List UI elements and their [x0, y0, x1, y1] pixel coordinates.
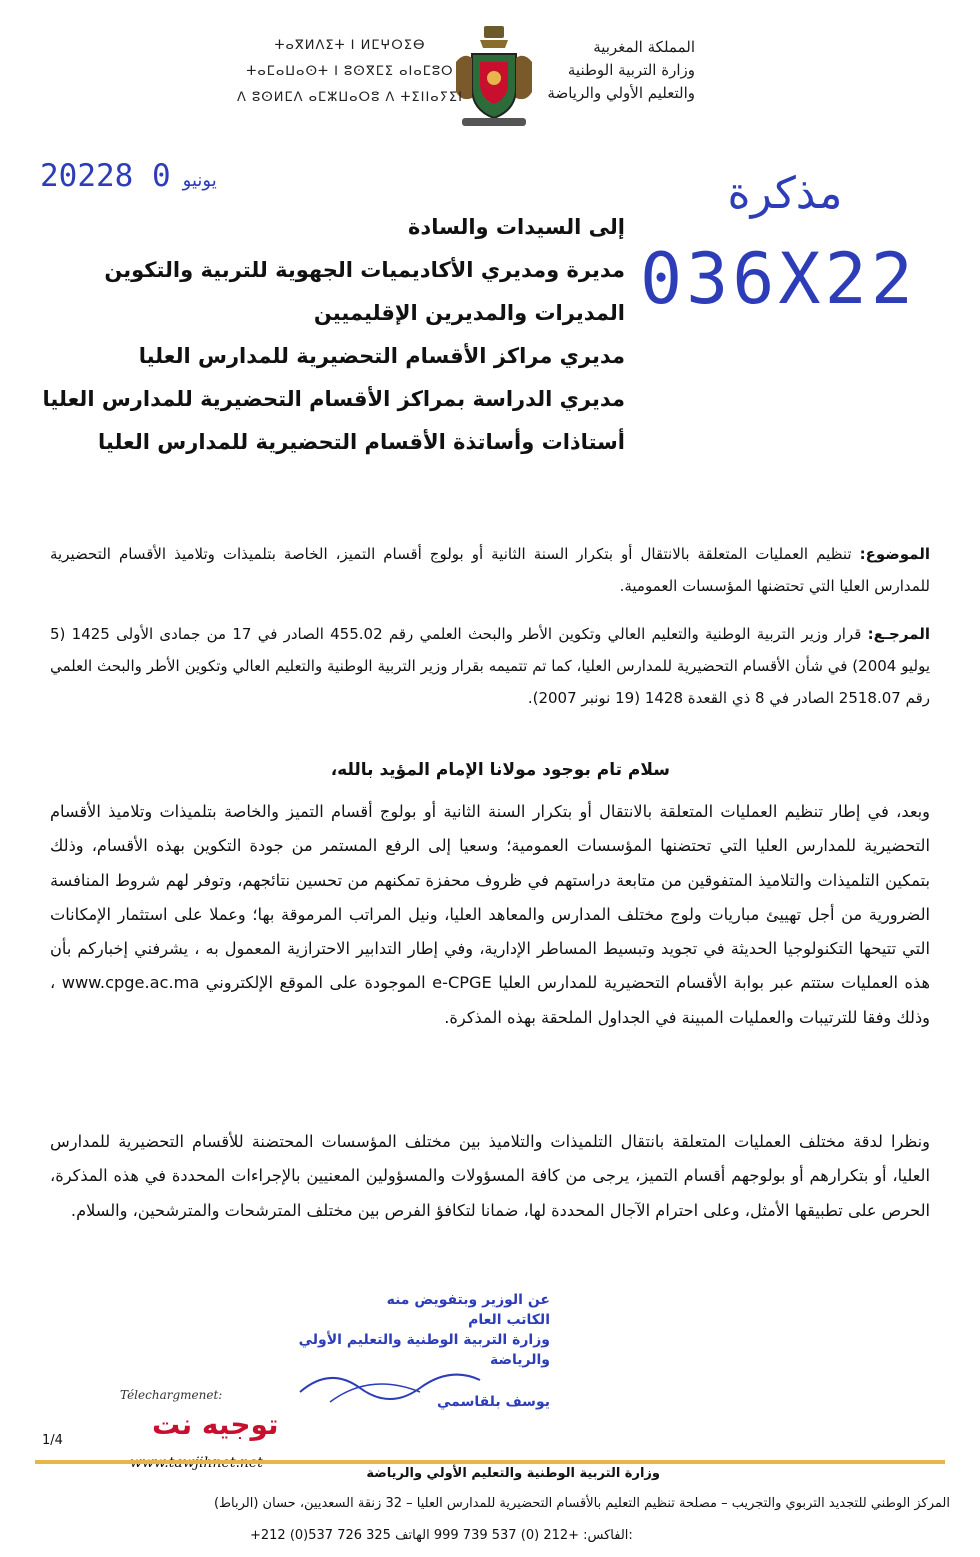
- signature-line: الكاتب العام: [468, 1312, 550, 1328]
- body-paragraph-1: وبعد، في إطار تنظيم العمليات المتعلقة بالانتقال أو بتكرار السنة الثانية أو بولوج أقسام التميز والخاصة بتلميذات وتلاميذ الأقسام التحضيرية للمدارس العليا التي تحتضنها المؤسسات العمومية؛ وسعيا إلى الرفع المستمر من جودة التكوين بهذه الأقسام، وذلك بتمكين التلميذات والتلاميذ المتفوقين من متابعة دراستهم في ظروف محفزة تمكنهم من تحسين نتائجهم، وتوفر لهم شروط المنافسة الضرورية من أجل تهييئ مباريات ولوج مختلف المدارس والمعاهد العليا، ونيل المراتب المرموقة بها؛ وعملا على استثمار الإمكانات التي تتيحها التكنولوجيا الحديثة في تجويد وتبسيط المساطر الإدارية، وفي إطار التدابير الاحترازية المعمول به ، يشرفني إخباركم بأن هذه العمليات ستتم عبر بوابة الأقسام التحضيرية للمدارس العليا e-CPGE الموجودة على الموقع الإلكتروني www.cpge.ac.ma ، وذلك وفقا للترتيبات والعمليات المبينة في الجداول الملحقة بهذه المذكرة.: [50, 802, 931, 1027]
- date-year: 2022: [40, 158, 115, 194]
- addressee-line: مديرة ومديري الأكاديميات الجهوية للتربية والتكوين: [104, 258, 625, 282]
- subject-text: تنظيم العمليات المتعلقة بالانتقال أو بتكرار السنة الثانية أو بولوج أقسام التميز، الخاصة بتلميذات وتلاميذ الأقسام التحضيرية للمدارس العليا التي تحتضنها المؤسسات العمومية.: [50, 545, 930, 595]
- reference-label: المرجـع:: [867, 625, 930, 643]
- watermark-brand: توجيه نت: [152, 1408, 279, 1441]
- footer-phone: +212 (0)537 726 325 الفاكس: +212 (0) 537 739 999 الهاتف:: [250, 1528, 633, 1543]
- memo-title-stamp: مذكرة: [727, 168, 843, 219]
- addressee-line: أستاذات وأساتذة الأقسام التحضيرية للمدارس العليا: [97, 430, 625, 454]
- ministry-line-2: وزارة التربية الوطنية: [567, 61, 695, 79]
- footer-divider: [35, 1460, 945, 1464]
- signature-line: والرياضة: [490, 1352, 550, 1368]
- page-number: 1/4: [42, 1433, 63, 1448]
- addressee-line: مديري مراكز الأقسام التحضيرية للمدارس العليا: [138, 344, 625, 368]
- footer-address: المركز الوطني للتجديد التربوي والتجريب – مصلحة تنظيم التعليم بالأقسام التحضيرية للمدارس العليا – 32 زنقة السعديين، حسان (الرباط): [213, 1496, 950, 1511]
- addressee-line: مديري الدراسة بمراكز الأقسام التحضيرية للمدارس العليا: [42, 387, 625, 411]
- watermark-label: Télechargmenet:: [120, 1388, 223, 1402]
- addressee-line: إلى السيدات والسادة: [408, 215, 625, 239]
- addressees-block: [42, 206, 625, 464]
- tifinagh-line-1: ⵜⴰⴳⵍⴷⵉⵜ ⵏ ⵍⵎⵖⵔⵉⴱ: [274, 38, 426, 53]
- handwritten-signature-icon: [290, 1362, 510, 1412]
- signature-line: وزارة التربية الوطنية والتعليم الأولي: [298, 1332, 550, 1348]
- date-stamp: [40, 158, 229, 194]
- signature-line: عن الوزير وبتفويض منه: [386, 1292, 550, 1308]
- body-paragraph-2: ونظرا لدقة مختلف العمليات المتعلقة بانتقال التلميذات والتلاميذ بين مختلف المؤسسات المحتضنة للأقسام التحضيرية للمدارس العليا، أو بتكرارهم أو بولوجهم أقسام التميز، يرجى من كافة المسؤولات والمسؤولين المعنيين بالإجراءات المحددة في هذه المذكرة، الحرص على تطبيقها الأمثل، وعلى احترام الآجال المحددة لها، ضمانا لتكافؤ الفرص بين مختلف المترشحات والمترشحين، والسلام.: [50, 1132, 930, 1220]
- addressee-line: المديرات والمديرين الإقليميين: [313, 301, 625, 325]
- date-month: يونيو: [182, 170, 217, 191]
- memo-number-stamp: 036X22: [640, 238, 917, 320]
- reference-text: قرار وزير التربية الوطنية والتعليم العالي وتكوين الأطر والبحث العلمي رقم 455.02 الصادر في 17 من جمادى الأولى 1425 (5 يوليو 2004) في شأن الأقسام التحضيرية للمدارس العليا، كما تم تتميمه بقرار وزير التربية الوطنية والتعليم العالي وتكوين الأطر والبحث العلمي رقم 2518.07 الصادر في 8 ذي القعدة 1428 (19 نونبر 2007).: [50, 625, 930, 707]
- ministry-name-tifinagh: [235, 33, 465, 111]
- signature-line: يوسف بلقاسمي: [437, 1394, 550, 1410]
- ministry-line-1: المملكة المغربية: [593, 38, 695, 56]
- footer-ministry: وزارة التربية الوطنية والتعليم الأولي والرياضة: [366, 1466, 660, 1481]
- tifinagh-line-3: ⴷ ⵓⵙⵍⵎⴷ ⴰⵎⵣⵡⴰⵔⵓ ⴷ ⵜⵉⵏⵏⴰⵢⵉⵏ: [237, 90, 463, 105]
- reference-block: [50, 618, 930, 714]
- ministry-line-3: والتعليم الأولي والرياضة: [547, 84, 695, 102]
- date-day: 0 8: [114, 158, 171, 194]
- subject-block: [50, 538, 930, 602]
- subject-label: الموضوع:: [859, 545, 930, 563]
- tifinagh-line-2: ⵜⴰⵎⴰⵡⴰⵙⵜ ⵏ ⵓⵙⴳⵎⵉ ⴰⵏⴰⵎⵓⵔ: [246, 64, 454, 79]
- greeting: سلام تام بوجود مولانا الإمام المؤيد بالله،: [330, 760, 670, 780]
